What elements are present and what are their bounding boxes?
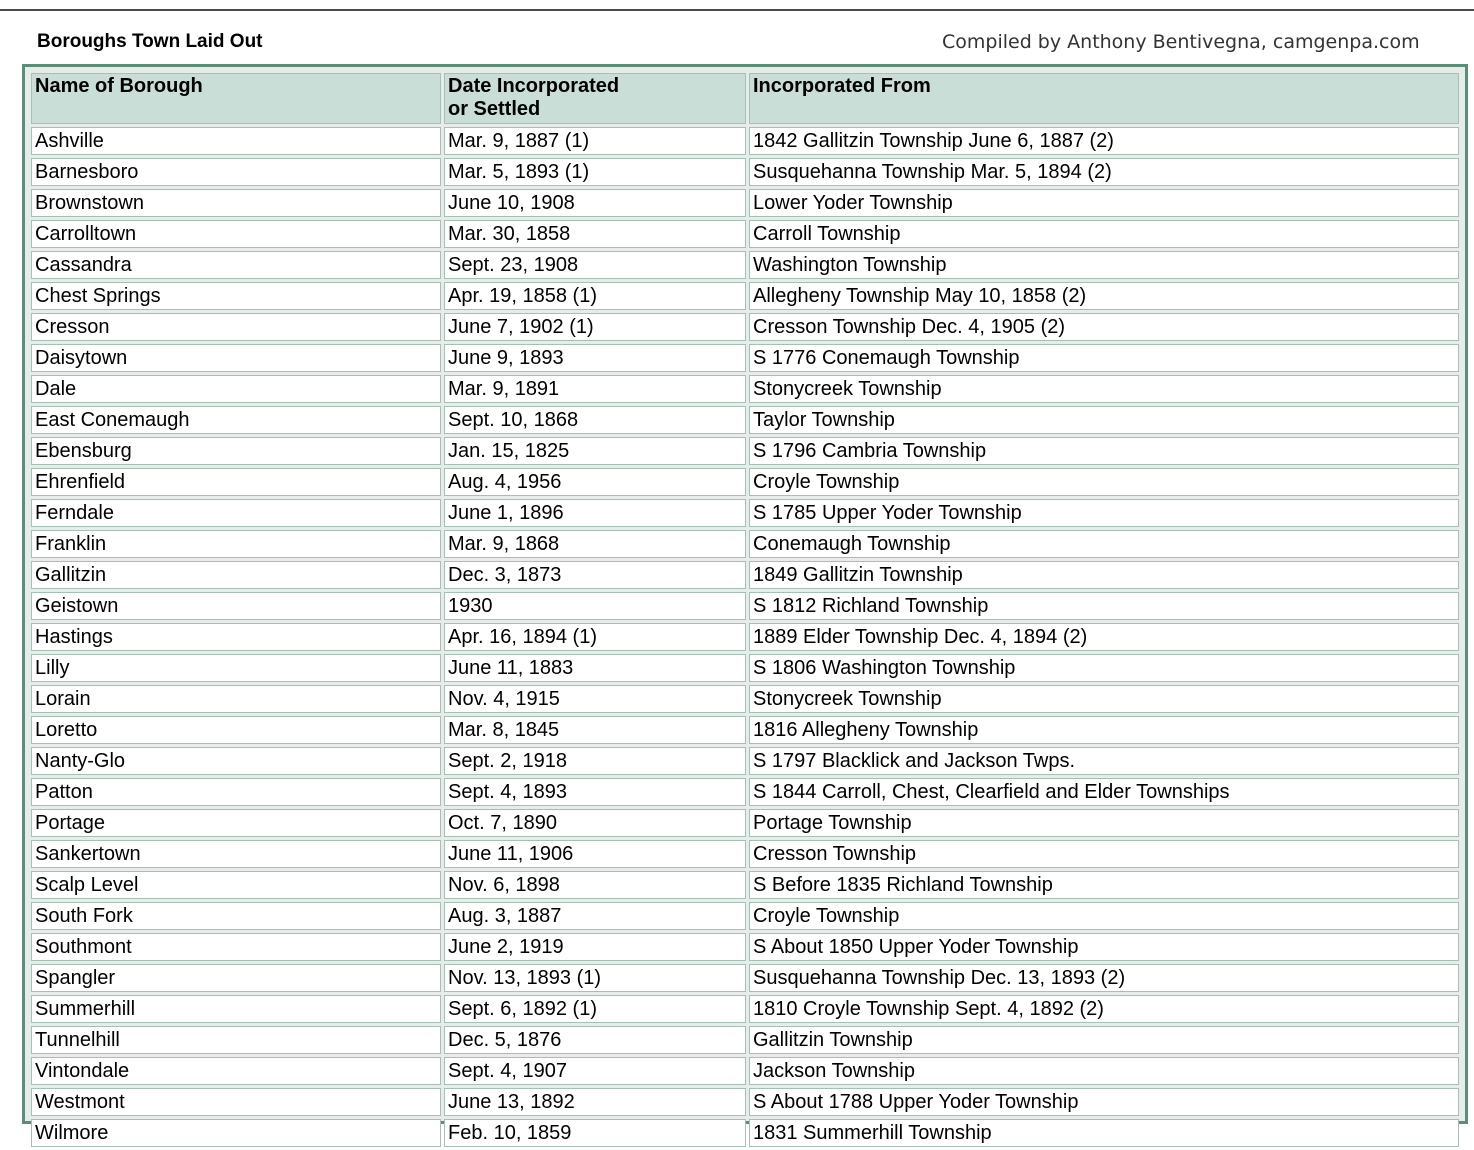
table-row [31,685,1459,713]
table-row [31,778,1459,806]
table-row [31,282,1459,310]
table-row [31,468,1459,496]
date-incorporated-cell: Aug. 3, 1887 [444,902,746,930]
table-row [31,902,1459,930]
incorporated-from-cell: 1810 Croyle Township Sept. 4, 1892 (2) [749,995,1459,1023]
page-title: Boroughs Town Laid Out [37,31,263,52]
incorporated-from-cell: S About 1788 Upper Yoder Township [749,1088,1459,1116]
table-row [31,313,1459,341]
table-row [31,747,1459,775]
incorporated-from-cell: Cresson Township [749,840,1459,868]
table-header-row [31,73,1459,124]
date-incorporated-cell: 1930 [444,592,746,620]
borough-name-cell: Ferndale [31,499,441,527]
table-row [31,995,1459,1023]
incorporated-from-cell: Croyle Township [749,468,1459,496]
borough-name-cell: Tunnelhill [31,1026,441,1054]
table-row [31,375,1459,403]
incorporated-from-cell: 1831 Summerhill Township [749,1119,1459,1147]
table-row [31,716,1459,744]
table-row [31,933,1459,961]
date-incorporated-cell: Dec. 5, 1876 [444,1026,746,1054]
borough-name-cell: Nanty-Glo [31,747,441,775]
boroughs-table-frame [22,64,1468,1144]
table-row [31,499,1459,527]
borough-name-cell: Lilly [31,654,441,682]
table-row [31,220,1459,248]
date-incorporated-cell: Mar. 9, 1868 [444,530,746,558]
incorporated-from-cell: S 1806 Washington Township [749,654,1459,682]
table-row [31,1057,1459,1085]
incorporated-from-cell: Cresson Township Dec. 4, 1905 (2) [749,313,1459,341]
borough-name-cell: Gallitzin [31,561,441,589]
borough-name-cell: Wilmore [31,1119,441,1147]
incorporated-from-cell: S Before 1835 Richland Township [749,871,1459,899]
borough-name-cell: Sankertown [31,840,441,868]
table-row [31,189,1459,217]
date-incorporated-cell: June 2, 1919 [444,933,746,961]
table-row [31,158,1459,186]
incorporated-from-cell: Stonycreek Township [749,375,1459,403]
boroughs-table [28,70,1462,1150]
borough-name-cell: Summerhill [31,995,441,1023]
borough-name-cell: Carrolltown [31,220,441,248]
date-incorporated-cell: Nov. 13, 1893 (1) [444,964,746,992]
date-incorporated-cell: Sept. 10, 1868 [444,406,746,434]
table-row [31,1026,1459,1054]
date-incorporated-cell: June 10, 1908 [444,189,746,217]
top-divider [0,9,1474,11]
date-incorporated-cell: Oct. 7, 1890 [444,809,746,837]
borough-name-cell: Ehrenfield [31,468,441,496]
borough-name-cell: Daisytown [31,344,441,372]
table-row [31,1119,1459,1147]
incorporated-from-cell: 1849 Gallitzin Township [749,561,1459,589]
borough-name-cell: Portage [31,809,441,837]
date-incorporated-cell: Nov. 4, 1915 [444,685,746,713]
borough-name-cell: Chest Springs [31,282,441,310]
date-incorporated-cell: June 1, 1896 [444,499,746,527]
incorporated-from-cell: S About 1850 Upper Yoder Township [749,933,1459,961]
borough-name-cell: Lorain [31,685,441,713]
date-incorporated-cell: Mar. 9, 1891 [444,375,746,403]
incorporated-from-cell: Carroll Township [749,220,1459,248]
date-incorporated-cell: Sept. 4, 1907 [444,1057,746,1085]
incorporated-from-cell: S 1797 Blacklick and Jackson Twps. [749,747,1459,775]
date-incorporated-cell: Apr. 16, 1894 (1) [444,623,746,651]
incorporated-from-cell: Stonycreek Township [749,685,1459,713]
date-incorporated-cell: June 11, 1883 [444,654,746,682]
date-incorporated-cell: Dec. 3, 1873 [444,561,746,589]
incorporated-from-cell: Lower Yoder Township [749,189,1459,217]
table-row [31,809,1459,837]
table-row [31,251,1459,279]
table-row [31,530,1459,558]
date-incorporated-cell: Nov. 6, 1898 [444,871,746,899]
date-incorporated-cell: Feb. 10, 1859 [444,1119,746,1147]
date-incorporated-cell: June 9, 1893 [444,344,746,372]
date-incorporated-cell: Mar. 9, 1887 (1) [444,127,746,155]
date-incorporated-cell: Apr. 19, 1858 (1) [444,282,746,310]
date-incorporated-cell: June 13, 1892 [444,1088,746,1116]
borough-name-cell: Franklin [31,530,441,558]
incorporated-from-cell: S 1844 Carroll, Chest, Clearfield and Elder Townships [749,778,1459,806]
table-row [31,623,1459,651]
incorporated-from-cell: Gallitzin Township [749,1026,1459,1054]
date-incorporated-cell: June 7, 1902 (1) [444,313,746,341]
borough-name-cell: Ashville [31,127,441,155]
compiler-credit: Compiled by Anthony Bentivegna, camgenpa.com [942,31,1420,53]
table-row [31,592,1459,620]
table-row [31,406,1459,434]
borough-name-cell: South Fork [31,902,441,930]
column-header-date-label: Date Incorporated or Settled [448,75,620,120]
incorporated-from-cell: S 1796 Cambria Township [749,437,1459,465]
borough-name-cell: Cassandra [31,251,441,279]
incorporated-from-cell: Washington Township [749,251,1459,279]
borough-name-cell: Patton [31,778,441,806]
date-incorporated-cell: Sept. 4, 1893 [444,778,746,806]
table-row [31,437,1459,465]
table-row [31,871,1459,899]
incorporated-from-cell: Allegheny Township May 10, 1858 (2) [749,282,1459,310]
date-incorporated-cell: June 11, 1906 [444,840,746,868]
date-incorporated-cell: Jan. 15, 1825 [444,437,746,465]
incorporated-from-cell: Susquehanna Township Dec. 13, 1893 (2) [749,964,1459,992]
incorporated-from-cell: 1842 Gallitzin Township June 6, 1887 (2) [749,127,1459,155]
incorporated-from-cell: Susquehanna Township Mar. 5, 1894 (2) [749,158,1459,186]
column-header-from [749,73,1459,124]
incorporated-from-cell: S 1785 Upper Yoder Township [749,499,1459,527]
column-header-name [31,73,441,124]
date-incorporated-cell: Sept. 2, 1918 [444,747,746,775]
borough-name-cell: Geistown [31,592,441,620]
table-row [31,344,1459,372]
date-incorporated-cell: Mar. 30, 1858 [444,220,746,248]
date-incorporated-cell: Sept. 23, 1908 [444,251,746,279]
table-row [31,964,1459,992]
borough-name-cell: Spangler [31,964,441,992]
borough-name-cell: Westmont [31,1088,441,1116]
borough-name-cell: Vintondale [31,1057,441,1085]
borough-name-cell: Cresson [31,313,441,341]
table-body [31,127,1459,1147]
incorporated-from-cell: 1889 Elder Township Dec. 4, 1894 (2) [749,623,1459,651]
borough-name-cell: Loretto [31,716,441,744]
date-incorporated-cell: Aug. 4, 1956 [444,468,746,496]
incorporated-from-cell: Jackson Township [749,1057,1459,1085]
table-row [31,1088,1459,1116]
borough-name-cell: Barnesboro [31,158,441,186]
column-header-name-label: Name of Borough [35,75,203,97]
table-row [31,561,1459,589]
incorporated-from-cell: S 1776 Conemaugh Township [749,344,1459,372]
incorporated-from-cell: S 1812 Richland Township [749,592,1459,620]
incorporated-from-cell: Taylor Township [749,406,1459,434]
date-incorporated-cell: Sept. 6, 1892 (1) [444,995,746,1023]
borough-name-cell: East Conemaugh [31,406,441,434]
date-incorporated-cell: Mar. 5, 1893 (1) [444,158,746,186]
date-incorporated-cell: Mar. 8, 1845 [444,716,746,744]
borough-name-cell: Hastings [31,623,441,651]
borough-name-cell: Ebensburg [31,437,441,465]
borough-name-cell: Brownstown [31,189,441,217]
borough-name-cell: Southmont [31,933,441,961]
borough-name-cell: Scalp Level [31,871,441,899]
borough-name-cell: Dale [31,375,441,403]
column-header-date [444,73,746,124]
incorporated-from-cell: 1816 Allegheny Township [749,716,1459,744]
table-row [31,840,1459,868]
column-header-from-label: Incorporated From [753,75,931,97]
incorporated-from-cell: Croyle Township [749,902,1459,930]
incorporated-from-cell: Portage Township [749,809,1459,837]
table-row [31,654,1459,682]
incorporated-from-cell: Conemaugh Township [749,530,1459,558]
table-row [31,127,1459,155]
